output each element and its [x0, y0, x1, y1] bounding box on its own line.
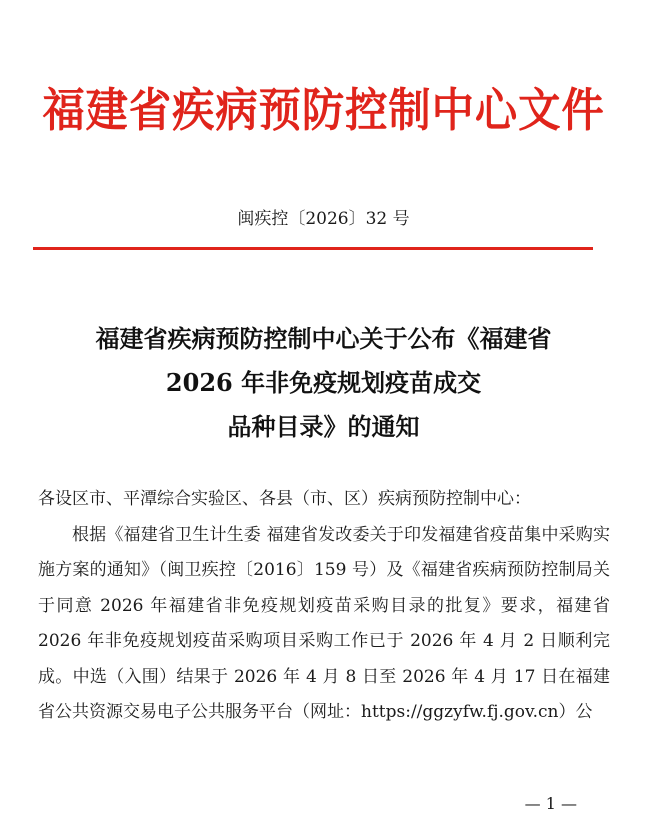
page-number: — 1 — — [524, 794, 577, 813]
masthead-title: 福建省疾病预防控制中心文件 — [42, 83, 605, 137]
body-paragraph: 根据《福建省卫生计生委 福建省发改委关于印发福建省疫苗集中采购实施方案的通知》（闽卫疾控〔2016〕159 号）及《福建省疾病预防控制局关于同意 2026 年福建省非免疫规划疫苗采购目录的批复》要求，福建省 2026 年非免疫规划疫苗采购项目采购工作已于 2026 年 4 月 2 日顺利完成。中选（入围）结果于 2026 年 4 月 8 日至 2026 年 4 月 17 日在福建省公共资源交易电子公共服务平台（网址：https://ggzyfw.fj.gov.cn）公 — [38, 524, 610, 722]
salutation: 各设区市、平潭综合实验区、各县（市、区）疾病预防控制中心： — [38, 489, 531, 509]
document-number: 闽疾控〔2026〕32 号 — [237, 209, 410, 229]
body-text — [38, 482, 610, 731]
notice-title-line-3: 品种目录》的通知 — [227, 412, 420, 441]
red-divider-line — [33, 247, 593, 250]
notice-title — [20, 317, 627, 449]
notice-title-line-1: 福建省疾病预防控制中心关于公布《福建省 — [95, 324, 552, 353]
notice-title-line-2: 2026 年非免疫规划疫苗成交 — [165, 368, 482, 397]
